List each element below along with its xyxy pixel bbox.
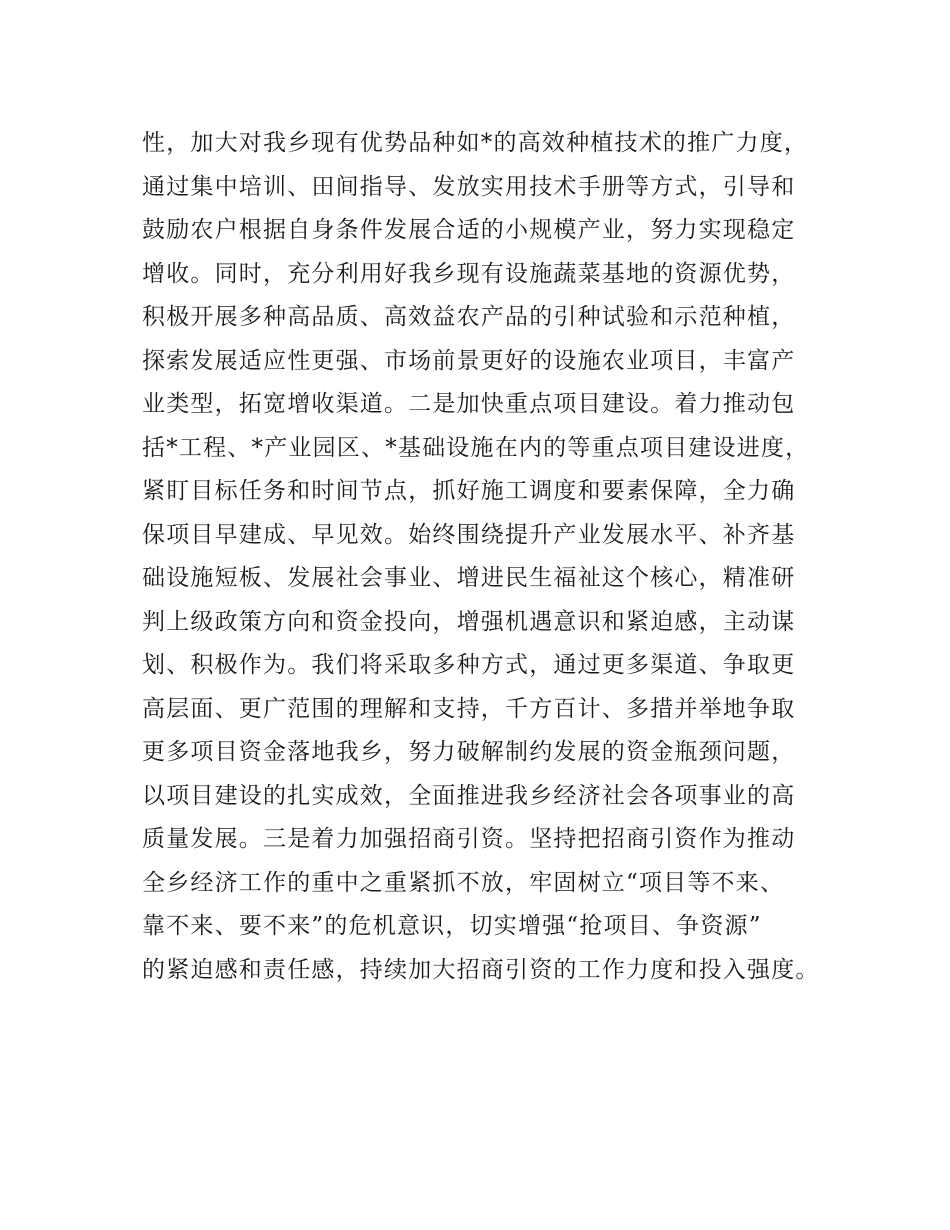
body-paragraph [142,122,842,992]
text-line: 全乡经济工作的重中之重紧抓不放，牢固树立“项目等不来、 [142,869,785,896]
text-line: 高层面、更广范围的理解和支持，千方百计、多措并举地争取 [142,695,796,722]
text-line: 括*工程、*产业园区、*基础设施在内的等重点项目建设进度， [142,434,810,461]
text-line: 判上级政策方向和资金投向，增强机遇意识和紧迫感，主动谋 [142,608,796,635]
text-line: 通过集中培训、田间指导、发放实用技术手册等方式，引导和 [142,173,796,200]
text-line: 积极开展多种高品质、高效益农产品的引种试验和示范种植， [142,304,796,330]
text-line: 础设施短板、发展社会事业、增进民生福祉这个核心，精准研 [142,565,796,591]
text-line: 靠不来、要不来”的危机意识，切实增强“抢项目、争资源” [142,913,762,939]
text-line: 划、积极作为。我们将采取多种方式，通过更多渠道、争取更 [142,652,796,678]
text-line: 以项目建设的扎实成效，全面推进我乡经济社会各项事业的高 [142,782,796,809]
text-line: 增收。同时，充分利用好我乡现有设施蔬菜基地的资源优势， [142,260,796,287]
text-line: 鼓励农户根据自身条件发展合适的小规模产业，努力实现稳定 [142,217,796,243]
text-line: 质量发展。三是着力加强招商引资。坚持把招商引资作为推动 [142,826,796,852]
text-line: 更多项目资金落地我乡，努力破解制约发展的资金瓶颈问题， [142,739,796,765]
text-line: 的紧迫感和责任感，持续加大招商引资的工作力度和投入强度。 [142,956,820,983]
text-line: 保项目早建成、早见效。始终围绕提升产业发展水平、补齐基 [142,521,796,548]
text-line: 探索发展适应性更强、市场前景更好的设施农业项目，丰富产 [142,347,796,374]
text-line: 业类型，拓宽增收渠道。二是加快重点项目建设。着力推动包 [142,391,796,417]
text-line: 紧盯目标任务和时间节点，抓好施工调度和要素保障，全力确 [142,478,796,504]
text-line: 性，加大对我乡现有优势品种如*的高效种植技术的推广力度， [142,130,809,156]
